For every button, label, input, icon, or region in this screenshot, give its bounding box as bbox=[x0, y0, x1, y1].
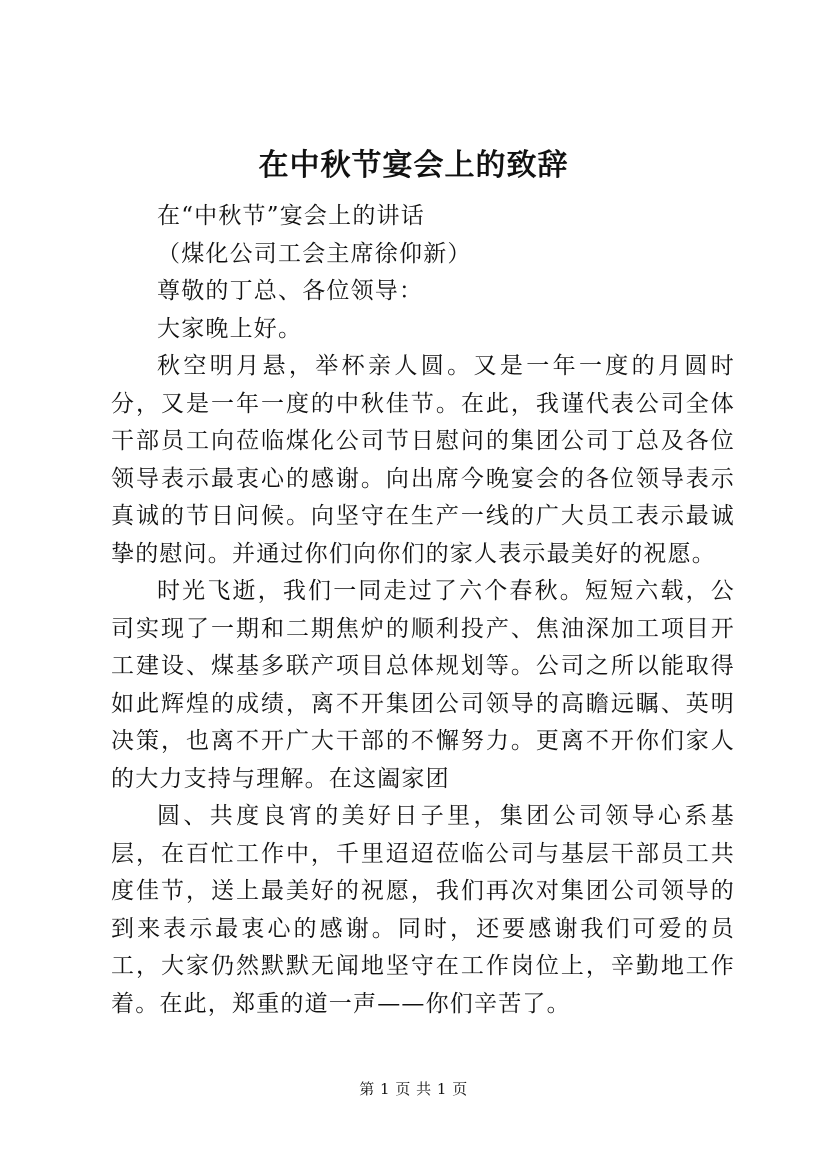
paragraph-speaker: （煤化公司工会主席徐仰新） bbox=[157, 240, 472, 267]
paragraph-salutation: 尊敬的丁总、各位领导： bbox=[157, 278, 424, 304]
paragraph-body-1: 秋空明月悬，举杯亲人圆。又是一年一度的月圆时分，又是一年一度的中秋佳节。在此，我谨代表公司全体干部员工向莅临煤化公司节日慰问的集团公司丁总及各位领导表示最衷心的感谢。向出席今晚宴会的各位领导表示真诚的节日问候。向坚守在生产一线的广大员工表示最诚挚的慰问。并通过你们向你们的家人表示最美好的祝愿。 bbox=[111, 353, 735, 567]
page-footer: 第 1 页 共 1 页 bbox=[359, 1080, 468, 1098]
paragraph-body-2: 时光飞逝，我们一同走过了六个春秋。短短六载，公司实现了一期和二期焦炉的顺利投产、焦油深加工项目开工建设、煤基多联产项目总体规划等。公司之所以能取得如此辉煌的成绩，离不开集团公司领导的高瞻远瞩、英明决策，也离不开广大干部的不懈努力。更离不开你们家人的大力支持与理解。在这阖家团 bbox=[111, 578, 735, 792]
paragraph-greeting: 大家晚上好。 bbox=[157, 315, 303, 342]
document-title: 在中秋节宴会上的致辞 bbox=[258, 148, 569, 183]
paragraph-heading: 在“中秋节”宴会上的讲话 bbox=[157, 203, 425, 229]
paragraph-body-3: 圆、共度良宵的美好日子里，集团公司领导心系基层，在百忙工作中，千里迢迢莅临公司与基层干部员工共度佳节，送上最美好的祝愿，我们再次对集团公司领导的到来表示最衷心的感谢。同时，还要感谢我们可爱的员工，大家仍然默默无闻地坚守在工作岗位上，辛勤地工作着。在此，郑重的道一声——你们辛苦了。 bbox=[111, 803, 735, 1017]
document-body bbox=[111, 198, 735, 1023]
